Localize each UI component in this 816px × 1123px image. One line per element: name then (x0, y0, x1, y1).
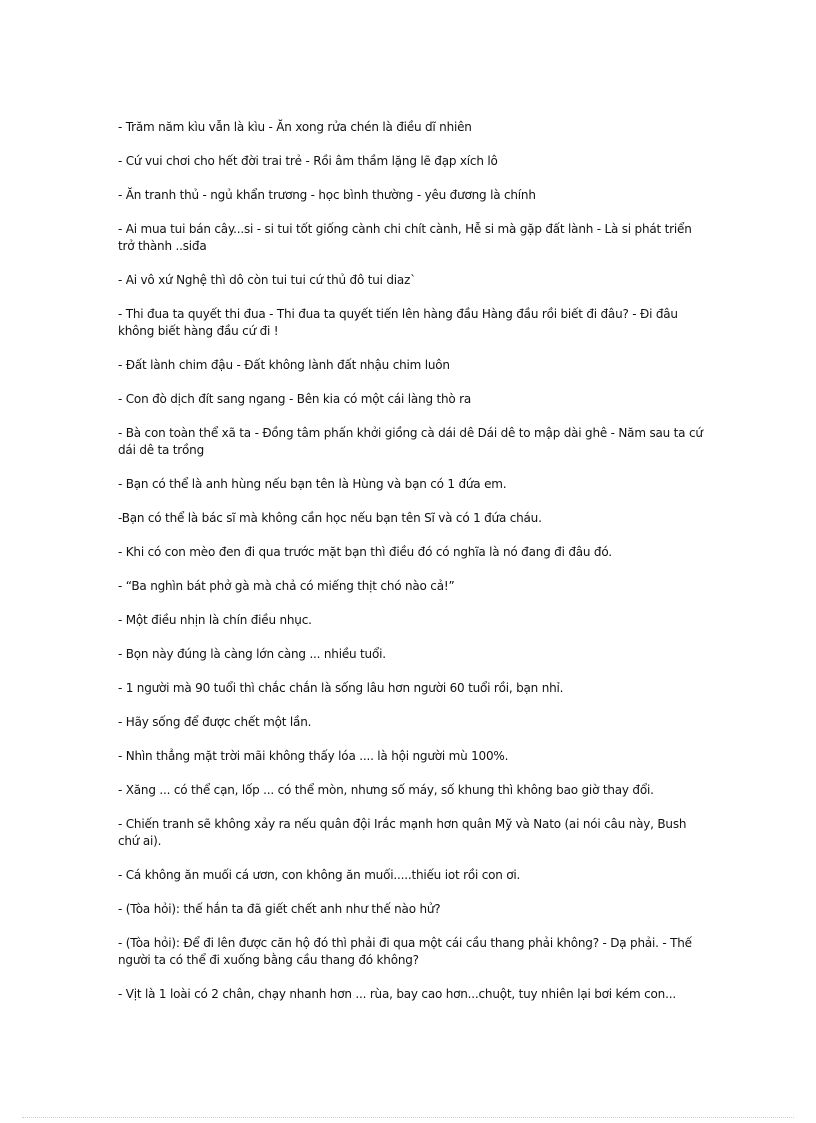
page-bottom-divider (22, 1117, 794, 1118)
paragraph: - Xăng ... có thể cạn, lốp ... có thể mòn, nhưng số máy, số khung thì không bao giờ thay đổi. (118, 783, 654, 797)
paragraph: - Thi đua ta quyết thi đua - Thi đua ta quyết tiến lên hàng đầu Hàng đầu rồi biết đi đâu? - Đi đâu không biết hàng đầu cứ đi ! (118, 307, 678, 338)
paragraph: - Bạn có thể là anh hùng nếu bạn tên là Hùng và bạn có 1 đứa em. (118, 477, 507, 491)
paragraph: -Bạn có thể là bác sĩ mà không cần học nếu bạn tên Sĩ và có 1 đứa cháu. (118, 511, 542, 525)
paragraph: - Bà con toàn thể xã ta - Đồng tâm phấn khởi giồng cà dái dê Dái dê to mập dài ghê - Năm sau ta cứ dái dê ta trồng (118, 426, 703, 457)
paragraph: - Hãy sống để được chết một lần. (118, 715, 312, 729)
paragraph: - Chiến tranh sẽ không xảy ra nếu quân đội Irắc mạnh hơn quân Mỹ và Nato (ai nói câu này, Bush chứ ai). (118, 817, 687, 848)
paragraph: - Nhìn thẳng mặt trời mãi không thấy lóa .... là hội người mù 100%. (118, 749, 509, 763)
paragraph: - Ai mua tui bán cây...si - si tui tốt giống cành chi chít cành, Hễ si mà gặp đất lành - Là si phát triển trở thành ..siđa (118, 222, 692, 253)
paragraph: - Bọn này đúng là càng lớn càng ... nhiều tuổi. (118, 647, 386, 661)
paragraph: - Cứ vui chơi cho hết đời trai trẻ - Rồi âm thầm lặng lẽ đạp xích lô (118, 154, 498, 168)
paragraph: - Khi có con mèo đen đi qua trước mặt bạn thì điều đó có nghĩa là nó đang đi đâu đó. (118, 545, 612, 559)
paragraph: - Ăn tranh thủ - ngủ khẩn trương - học bình thường - yêu đương là chính (118, 188, 536, 202)
paragraph: - Ai vô xứ Nghệ thì dô còn tui tui cứ thủ đô tui diaz` (118, 273, 416, 287)
paragraph: - Vịt là 1 loài có 2 chân, chạy nhanh hơn ... rùa, bay cao hơn...chuột, tuy nhiên lại bơi kém con... (118, 987, 676, 1001)
paragraph: - Con đò dịch đít sang ngang - Bên kia có một cái làng thò ra (118, 392, 472, 406)
paragraph: - 1 người mà 90 tuổi thì chắc chắn là sống lâu hơn người 60 tuổi rồi, bạn nhỉ. (118, 681, 564, 695)
paragraph: - Đất lành chim đậu - Đất không lành đất nhậu chim luôn (118, 358, 450, 372)
paragraph: - Cá không ăn muối cá ươn, con không ăn muối.....thiếu iot rồi con ơi. (118, 868, 521, 882)
document-body (118, 119, 708, 1020)
paragraph: - “Ba nghìn bát phở gà mà chả có miếng thịt chó nào cả!” (118, 579, 455, 593)
paragraph: - Trăm năm kìu vẫn là kìu - Ăn xong rửa chén là điều dĩ nhiên (118, 120, 472, 134)
paragraph: - Một điều nhịn là chín điều nhục. (118, 613, 312, 627)
paragraph: - (Tòa hỏi): thế hắn ta đã giết chết anh như thế nào hử? (118, 902, 441, 916)
paragraph: - (Tòa hỏi): Để đi lên được căn hộ đó thì phải đi qua một cái cầu thang phải không? - Dạ phải. - Thế người ta có thể đi xuống bằng cầu thang đó không? (118, 936, 692, 967)
